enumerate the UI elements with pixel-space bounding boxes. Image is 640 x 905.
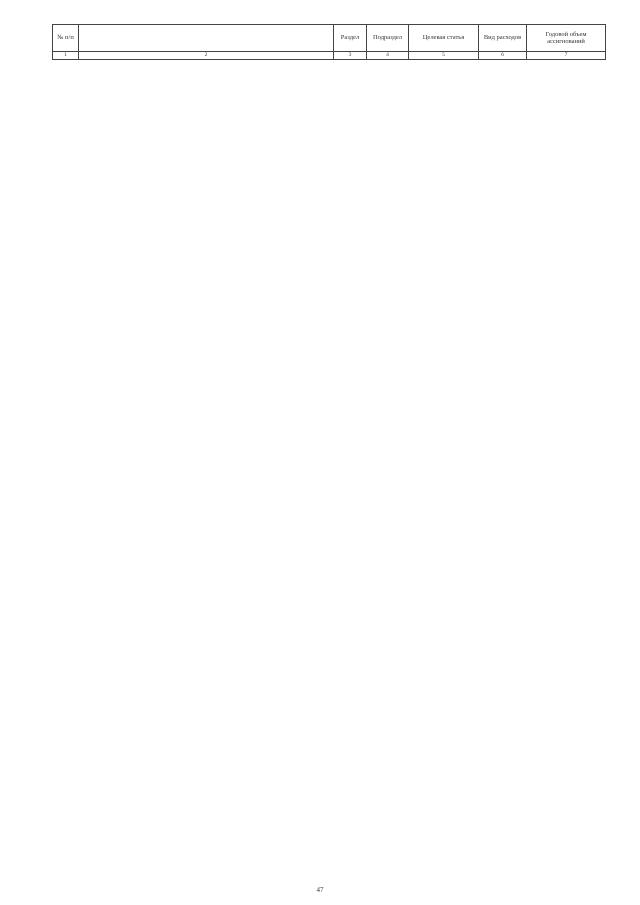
column-number-1: 1: [53, 52, 79, 60]
header-annual-amount: Годовой объем ассигнований: [527, 25, 606, 52]
column-number-3: 3: [334, 52, 367, 60]
column-number-4: 4: [367, 52, 409, 60]
header-expense-type: Вид расходов: [479, 25, 527, 52]
column-number-row: [53, 52, 606, 60]
column-number-5: 5: [409, 52, 479, 60]
column-number-7: 7: [527, 52, 606, 60]
header-row-number: № п/п: [53, 25, 79, 52]
budget-table: [52, 24, 606, 60]
column-number-6: 6: [479, 52, 527, 60]
table-header-row: [53, 25, 606, 52]
header-target-item: Целевая статья: [409, 25, 479, 52]
page-number: 47: [316, 886, 324, 894]
column-number-2: 2: [79, 52, 334, 60]
header-section: Раздел: [334, 25, 367, 52]
header-subsection: Подраздел: [367, 25, 409, 52]
header-name: [79, 25, 334, 52]
